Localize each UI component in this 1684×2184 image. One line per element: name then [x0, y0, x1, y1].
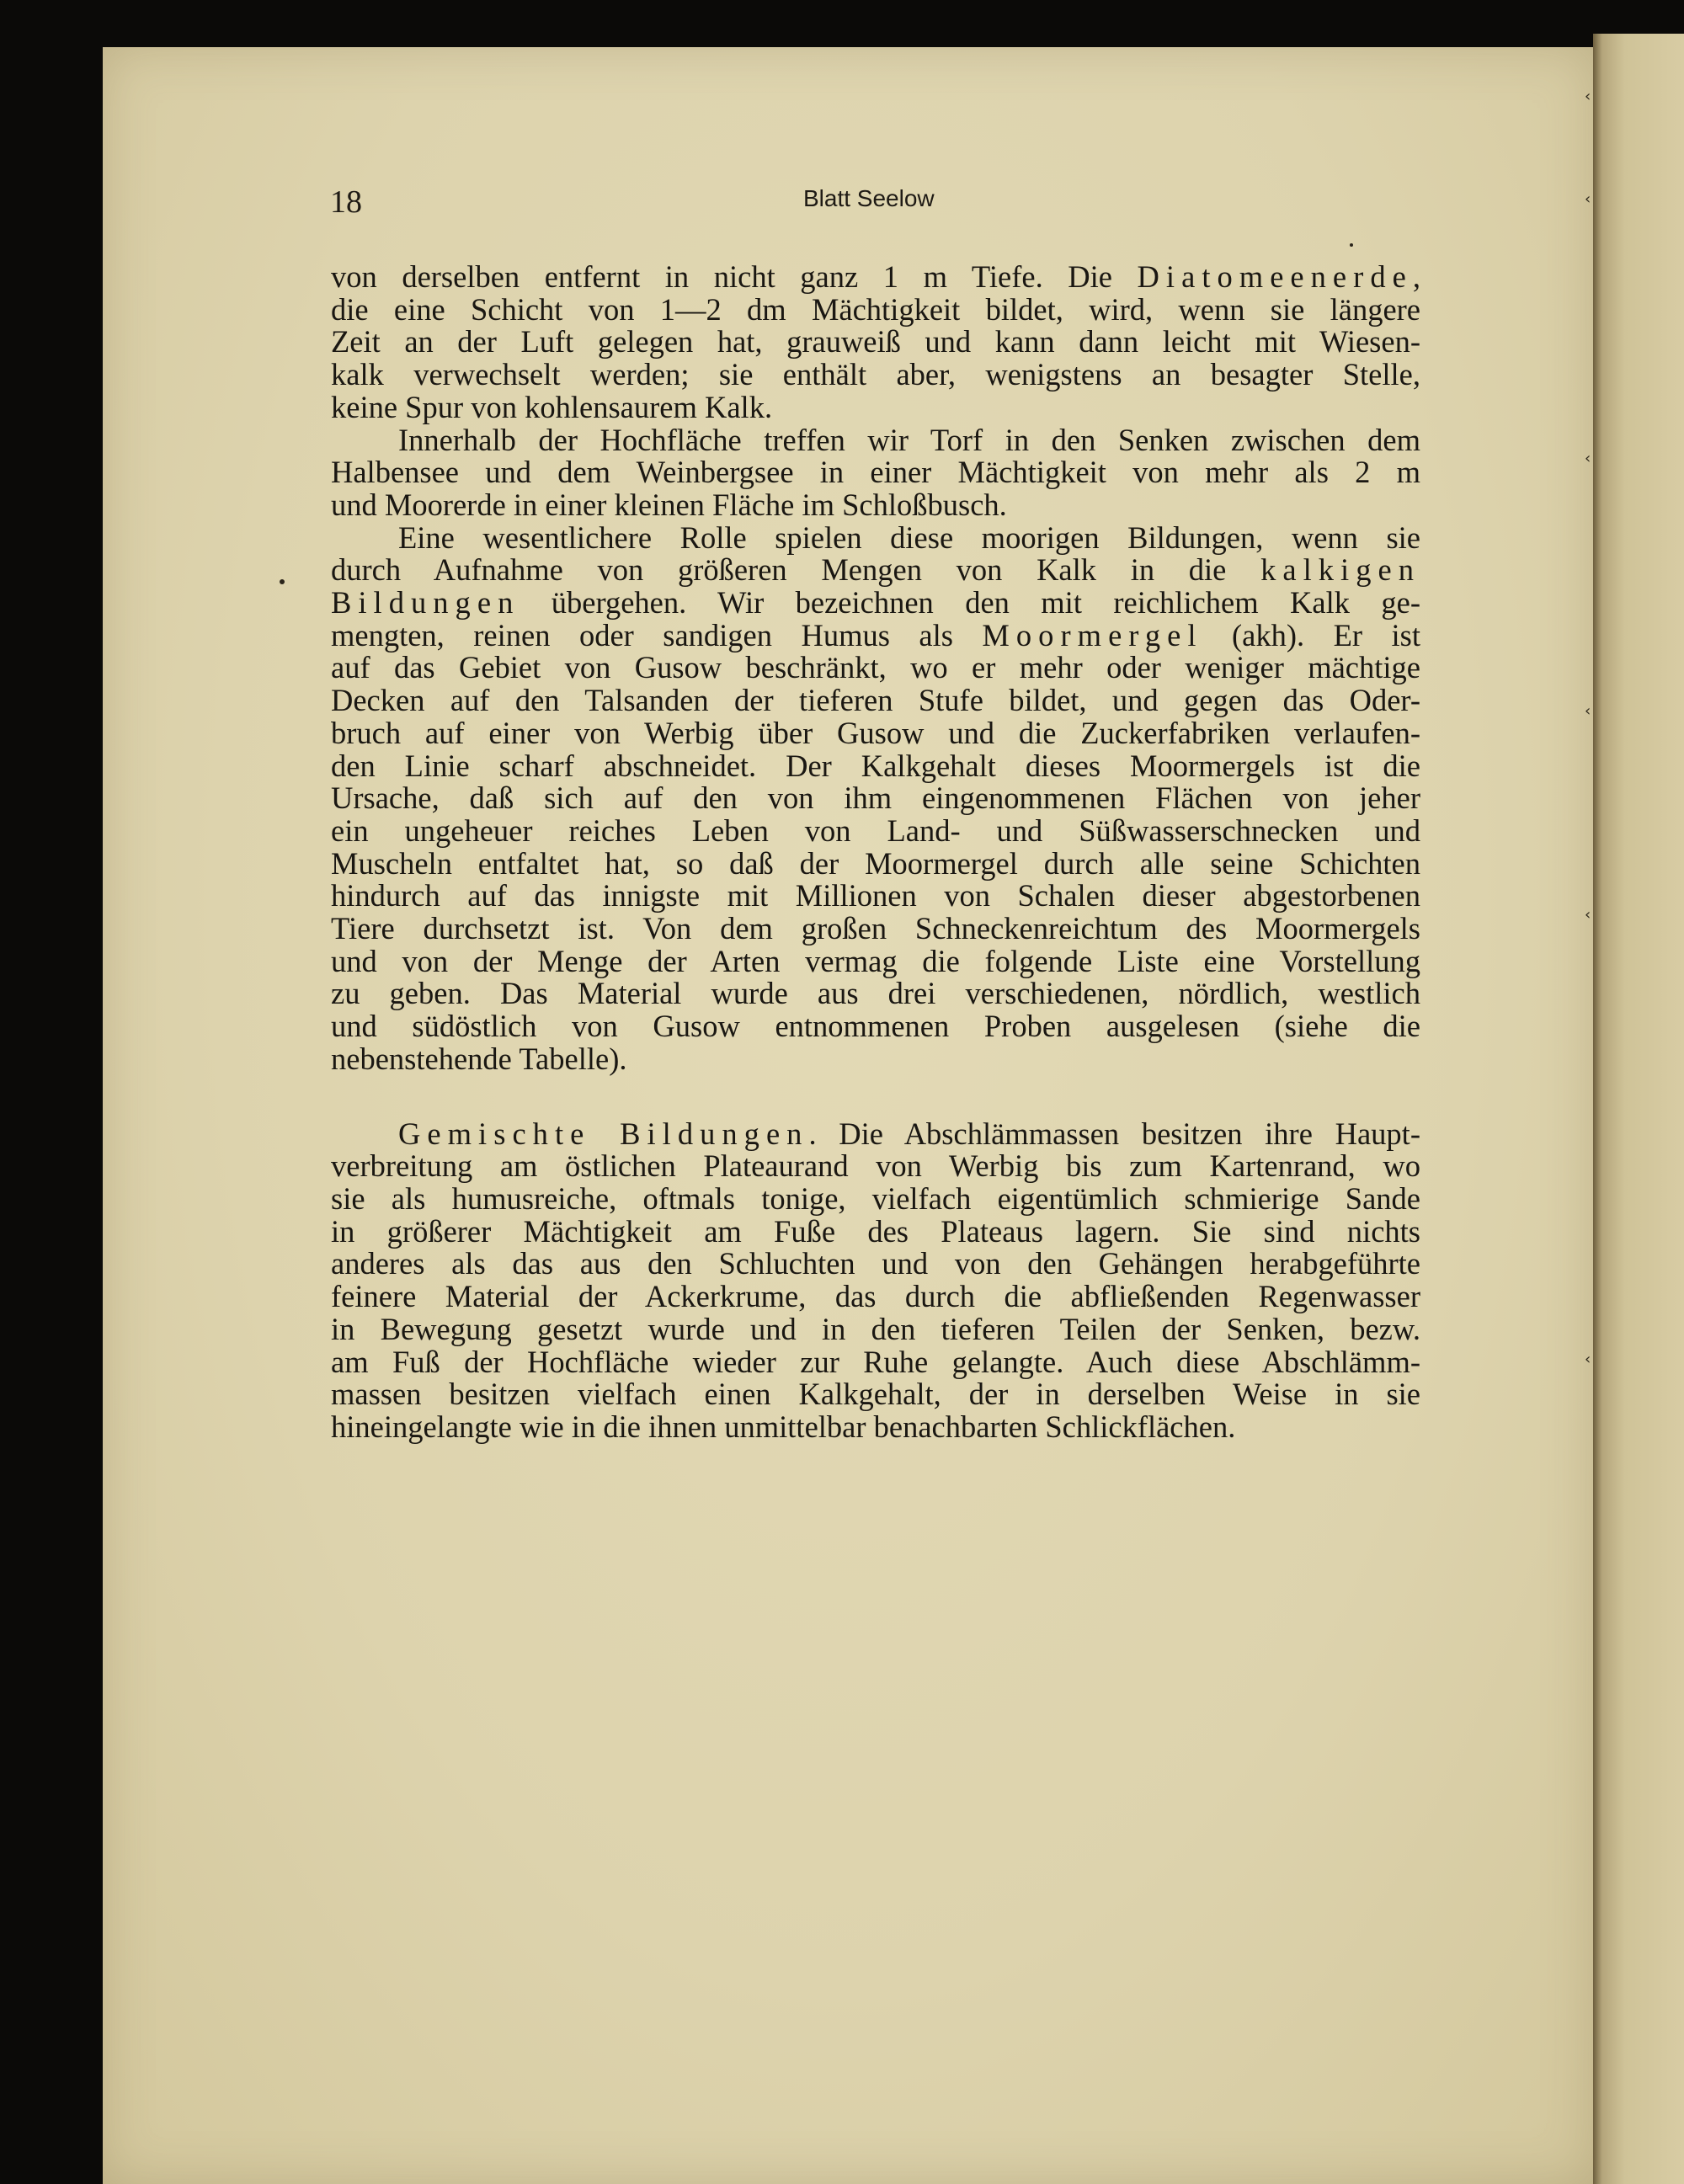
text-run: Decken auf den Talsanden der tieferen Stufe bildet, und gegen das Oder- [331, 683, 1420, 718]
text-line [331, 456, 1420, 489]
text-line [331, 845, 1420, 881]
edge-tab-mark: ‹ [1585, 702, 1591, 720]
text-run: am Fuß der Hochfläche wieder zur Ruhe gelangte. Auch diese Abschlämm- [331, 1344, 1420, 1379]
paragraph [331, 519, 1420, 1076]
ink-speck [1350, 243, 1353, 247]
page-header [330, 182, 1425, 224]
text-line [331, 489, 1420, 522]
text-line [331, 943, 1420, 978]
text-line [331, 1378, 1420, 1411]
text-run: massen besitzen vielfach einen Kalkgehalt, der in derselben Weise in sie [331, 1377, 1420, 1412]
spaced-term: Moormergel [982, 617, 1203, 653]
text-run: den Linie scharf abschneidet. Der Kalkgehalt dieses Moormergels ist die [331, 748, 1420, 783]
spaced-term: kalkigen [1260, 552, 1420, 588]
text-line [331, 1180, 1420, 1216]
text-line [331, 652, 1420, 684]
next-page-edge [1593, 34, 1684, 2184]
text-line [331, 1213, 1420, 1249]
text-line [331, 291, 1420, 327]
paragraph [331, 261, 1420, 424]
text-run: Ursache, daß sich auf den von ihm eingenommenen Flächen von jeher [331, 780, 1420, 816]
paragraph-gap [331, 1076, 1420, 1118]
text-line [331, 617, 1420, 653]
text-run: bruch auf einer von Werbig über Gusow und die Zuckerfabriken verlaufen- [331, 715, 1420, 750]
text-line [331, 750, 1420, 783]
text-run: die eine Schicht von 1—2 dm Mächtigkeit bildet, wird, wenn sie längere [331, 291, 1420, 327]
text-line [331, 587, 1420, 620]
text-run: und von der Menge der Arten vermag die folgende Liste eine Vorstellung [331, 943, 1420, 978]
text-run: , [1412, 259, 1420, 294]
text-line [331, 782, 1420, 815]
text-line [331, 717, 1420, 750]
text-run: in Bewegung gesetzt wurde und in den tieferen Teilen der Senken, bezw. [331, 1311, 1420, 1346]
text-line [331, 1118, 1420, 1151]
text-run: anderes als das aus den Schluchten und von den Gehängen herabgeführte [331, 1246, 1420, 1281]
text-run: kalk verwechselt werden; sie enthält aber, wenigstens an besagter Stelle, [331, 357, 1420, 392]
text-line [331, 519, 1420, 555]
edge-tab-mark: ‹ [1585, 906, 1591, 924]
text-run: auf das Gebiet von Gusow beschränkt, wo er mehr oder weniger mächtige [331, 650, 1420, 685]
text-run: übergehen. Wir bezeichnen den mit reichlichem Kalk ge- [520, 585, 1420, 621]
text-line [331, 1313, 1420, 1346]
text-run: in größerer Mächtigkeit am Fuße des Plateaus lagern. Sie sind nichts [331, 1213, 1420, 1249]
paragraph [331, 1118, 1420, 1444]
edge-tab-mark: ‹ [1585, 190, 1591, 208]
spaced-term: Bildungen [331, 585, 520, 621]
text-line [331, 389, 1420, 424]
text-line [331, 554, 1420, 587]
text-run: und südöstlich von Gusow entnommenen Proben ausgelesen (siehe die [331, 1009, 1420, 1044]
text-line [331, 359, 1420, 392]
running-title: Blatt Seelow [803, 185, 935, 211]
text-run: sie als humusreiche, oftmals tonige, vielfach eigentümlich schmierige Sande [331, 1180, 1420, 1216]
spaced-term: Gemischte Bildungen [398, 1116, 809, 1151]
text-line [331, 326, 1420, 359]
text-run: keine Spur von kohlensaurem Kalk. [331, 389, 773, 424]
text-run: . Die Abschlämmassen besitzen ihre Haupt- [808, 1116, 1420, 1151]
text-line [331, 1150, 1420, 1183]
text-run: Zeit an der Luft gelegen hat, grauweiß und kann dann leicht mit Wiesen- [331, 324, 1420, 360]
ink-speck [280, 579, 285, 584]
text-line [331, 1248, 1420, 1281]
text-run: (akh). Er ist [1202, 617, 1420, 653]
text-run: ein ungeheuer reiches Leben von Land- und Süßwasserschnecken und [331, 812, 1420, 848]
text-run: hindurch auf das innigste mit Millionen von Schalen dieser abgestorbenen [331, 878, 1420, 914]
text-line [331, 880, 1420, 913]
text-run: durch Aufnahme von größeren Mengen von Kalk in die [331, 552, 1261, 588]
text-line [331, 684, 1420, 717]
body-text [331, 261, 1420, 1444]
text-run: Eine wesentlichere Rolle spielen diese moorigen Bildungen, wenn sie [398, 519, 1420, 555]
text-line [331, 913, 1420, 946]
text-line [331, 812, 1420, 848]
text-run: hineingelangte wie in die ihnen unmittelbar benachbarten Schlickflächen. [331, 1409, 1236, 1444]
text-line [331, 424, 1420, 457]
text-run: Halbensee und dem Weinbergsee in einer Mächtigkeit von mehr als 2 m [331, 455, 1420, 490]
text-run: zu geben. Das Material wurde aus drei verschiedenen, nördlich, westlich [331, 976, 1420, 1011]
edge-tab-mark: ‹ [1585, 88, 1591, 105]
text-line [331, 1010, 1420, 1043]
text-line [331, 261, 1420, 294]
page-number: 18 [330, 184, 362, 220]
paragraph [331, 424, 1420, 522]
text-line [331, 1281, 1420, 1313]
text-run: Muscheln entfaltet hat, so daß der Moormergel durch alle seine Schichten [331, 845, 1420, 881]
text-line [331, 1411, 1420, 1444]
text-run: von derselben entfernt in nicht ganz 1 m Tiefe. Die [331, 259, 1138, 294]
text-run: Tiere durchsetzt ist. Von dem großen Schneckenreichtum des Moormergels [331, 911, 1420, 946]
text-run: mengten, reinen oder sandigen Humus als [331, 617, 983, 653]
text-run: und Moorerde in einer kleinen Fläche im Schloßbusch. [331, 487, 1007, 522]
edge-tab-mark: ‹ [1585, 450, 1591, 467]
text-line [331, 1346, 1420, 1379]
spaced-term: Diatomeenerde [1137, 259, 1413, 294]
text-run: feinere Material der Ackerkrume, das durch die abfließenden Regenwasser [331, 1279, 1420, 1314]
text-line [331, 1043, 1420, 1076]
text-run: verbreitung am östlichen Plateaurand von Werbig bis zum Kartenrand, wo [331, 1148, 1420, 1184]
text-line [331, 977, 1420, 1010]
text-run: Innerhalb der Hochfläche treffen wir Torf in den Senken zwischen dem [398, 422, 1420, 457]
text-run: nebenstehende Tabelle). [331, 1041, 627, 1076]
edge-tab-mark: ‹ [1585, 1350, 1591, 1368]
